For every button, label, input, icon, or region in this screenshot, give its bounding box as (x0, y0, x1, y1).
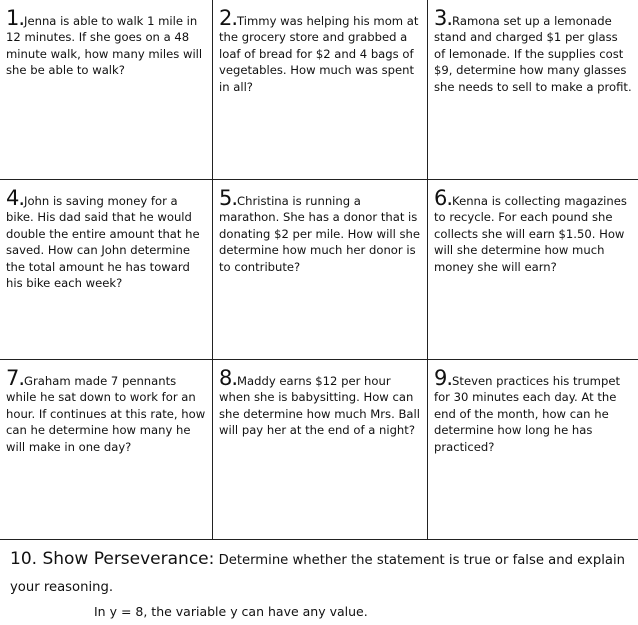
problem-cell-5 (213, 180, 428, 360)
problem-number: 7. (6, 366, 25, 390)
problem-cell-7 (0, 360, 213, 540)
problem-number: 1. (6, 6, 25, 30)
problem-text: Maddy earns $12 per hour when she is babysitting. How can she determine how much Mrs. Ball will pay her at the end of a night? (219, 374, 420, 438)
problem-cell-9 (428, 360, 638, 540)
problem-text: Ramona set up a lemonade stand and charged $1 per glass of lemonade. If the supplies cost $9, determine how many glasses she needs to sell to make a profit. (434, 14, 632, 94)
problem-cell-2 (213, 0, 428, 180)
perseverance-label: 10. Show Perseverance: (10, 549, 215, 569)
problem-text: Steven practices his trumpet for 30 minutes each day. At the end of the month, how can he determine how long he has practiced? (434, 374, 621, 454)
problem-cell-4 (0, 180, 213, 360)
problem-text: Christina is running a marathon. She has a donor that is donating $2 per mile. How will she determine how much her donor is to contribute? (219, 194, 421, 274)
problem-text: Jenna is able to walk 1 mile in 12 minutes. If she goes on a 48 minute walk, how many miles will she be able to walk? (6, 14, 203, 78)
problem-number: 9. (434, 366, 453, 390)
problem-text: John is saving money for a bike. His dad said that he would double the entire amount that he saved. How can John determine the total amount he has toward his bike each week? (6, 194, 200, 291)
statement-text: In y = 8, the variable y can have any value. (94, 604, 368, 619)
problem-text: Kenna is collecting magazines to recycle. For each pound she collects she will earn $1.50. How will she determine how much money she will earn? (434, 194, 627, 274)
problem-text: Timmy was helping his mom at the grocery store and grabbed a loaf of bread for $2 and 4 bags of vegetables. How much was spent in all? (219, 14, 419, 94)
problem-number: 3. (434, 6, 453, 30)
problem-cell-1 (0, 0, 213, 180)
perseverance-section (10, 546, 636, 619)
problem-number: 8. (219, 366, 238, 390)
problem-number: 6. (434, 186, 453, 210)
problem-cell-8 (213, 360, 428, 540)
problem-number: 5. (219, 186, 238, 210)
problem-number: 2. (219, 6, 238, 30)
problem-number: 4. (6, 186, 25, 210)
problem-cell-6 (428, 180, 638, 360)
problem-text: Graham made 7 pennants while he sat down to work for an hour. If continues at this rate, how can he determine how many he will make in one day? (6, 374, 206, 454)
problem-cell-3 (428, 0, 638, 180)
perseverance-instructions: Determine whether the statement is true or false and explain your reasoning. (10, 553, 625, 595)
